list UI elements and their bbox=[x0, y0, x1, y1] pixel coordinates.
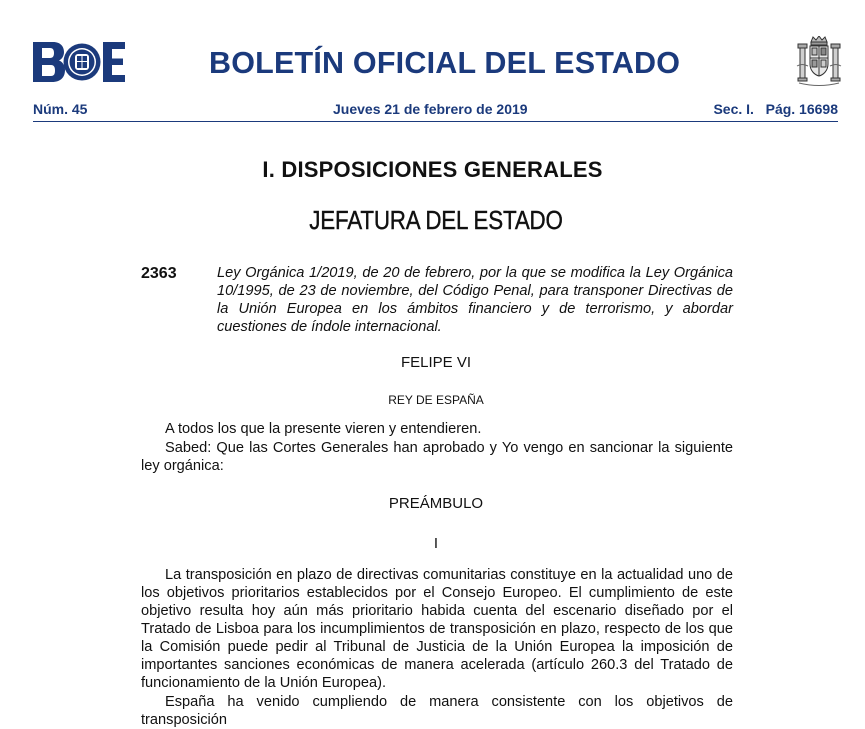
king-title: REY DE ESPAÑA bbox=[388, 393, 484, 407]
paragraph: La transposición en plazo de directivas comunitarias constituye en la actualidad uno de los objetivos prioritarios establecidos por el Consejo Europeo. El cumplimiento de este objetivo resulta hoy aún más prioritario habida cuenta del escenario diseñado por el Tratado de Lisboa para los incumplimientos de transposición en plazo, respecto de los que la Comisión puede pedir al Tribunal de Justicia de la Unión Europea la imposición de importantes sanciones económicas de manera acelerada (artículo 260.3 del Tratado de funcionamiento de la Unión Europea). bbox=[141, 567, 733, 691]
preamble-part-number: I bbox=[433, 535, 439, 552]
boe-logo-icon bbox=[33, 42, 125, 82]
boe-logo bbox=[33, 42, 125, 82]
promulgation-line: Sabed: Que las Cortes Generales han aprobado y Yo vengo en sancionar la siguiente ley orgánica: bbox=[141, 440, 733, 474]
law-number: 2363 bbox=[141, 265, 177, 282]
coat-of-arms-icon bbox=[796, 36, 842, 88]
promulgation-formula bbox=[141, 420, 733, 475]
issue-meta-row bbox=[33, 101, 838, 119]
section-title: I. DISPOSICIONES GENERALES bbox=[262, 157, 603, 182]
promulgation-line: A todos los que la presente vieren y entendieren. bbox=[165, 421, 482, 437]
masthead-title: BOLETÍN OFICIAL DEL ESTADO bbox=[209, 46, 681, 80]
section-page: Sec. I. Pág. 16698 bbox=[713, 101, 838, 117]
organization-title: JEFATURA DEL ESTADO bbox=[309, 205, 563, 235]
issue-date: Jueves 21 de febrero de 2019 bbox=[333, 101, 528, 117]
paragraph: España ha venido cumpliendo de manera consistente con los objetivos de transposición bbox=[141, 694, 733, 728]
king-name: FELIPE VI bbox=[400, 354, 472, 371]
preamble-heading: PREÁMBULO bbox=[388, 495, 484, 512]
law-summary: Ley Orgánica 1/2019, de 20 de febrero, por la que se modifica la Ley Orgánica 10/1995, de 23 de noviembre, del Código Penal, para transponer Directivas de la Unión Europea en los ámbitos financiero y de terrorismo, y abordar cuestiones de índole internacional. bbox=[217, 265, 733, 335]
preamble-body bbox=[141, 566, 733, 729]
header-divider bbox=[33, 121, 838, 122]
issue-number: Núm. 45 bbox=[33, 101, 88, 117]
